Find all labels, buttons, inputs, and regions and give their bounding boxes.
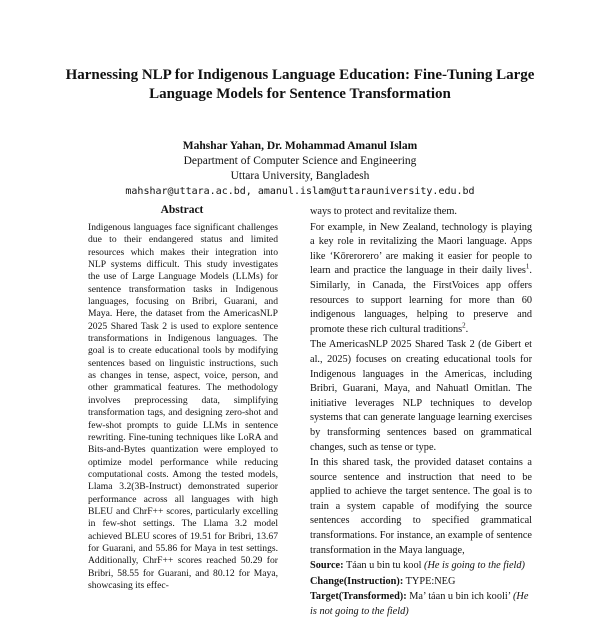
intro-column bbox=[310, 205, 532, 621]
source-gloss: (He is going to the field) bbox=[424, 560, 525, 572]
example-target bbox=[310, 590, 532, 619]
source-label: Source: bbox=[310, 560, 344, 572]
example-change bbox=[310, 575, 532, 590]
paper-title: Harnessing NLP for Indigenous Language Education: Fine-Tuning Large Language Models for Sentence Transformation bbox=[65, 67, 535, 102]
target-label: Target(Transformed): bbox=[310, 591, 407, 603]
target-gloss: (He is not going to the field) bbox=[310, 591, 529, 618]
target-sentence: Ma’ táan u bin ich kooli’ bbox=[409, 591, 511, 603]
author-emails: mahshar@uttara.ac.bd, amanul.islam@uttarauniversity.edu.bd bbox=[125, 186, 475, 197]
example-source bbox=[310, 559, 532, 574]
author-block bbox=[60, 139, 540, 199]
author-names: Mahshar Yahan, Dr. Mohammad Amanul Islam bbox=[182, 140, 418, 152]
footnote-mark-1[interactable]: 1 bbox=[525, 262, 530, 271]
affiliation: Department of Computer Science and Engineering bbox=[183, 155, 417, 167]
footnote-mark-2[interactable]: 2 bbox=[462, 321, 466, 330]
source-sentence: Táan u bin tu kool bbox=[345, 560, 422, 572]
change-instruction: TYPE:NEG bbox=[405, 575, 456, 587]
para2-end: . bbox=[465, 323, 469, 335]
para2-middle: . Similarly, in Canada, the FirstVoices app offers resources to support learning for more than 60 indigenous languages, helping to preserve and promote these rich cultural traditions bbox=[310, 265, 532, 335]
institution: Uttara University, Bangladesh bbox=[230, 170, 370, 182]
intro-paragraph-3: The AmericasNLP 2025 Shared Task 2 (de Gibert et al., 2025) focuses on creating educational tools for Indigenous languages in the Americas, including Bribri, Guarani, Maya, and Nahuatl Omitlan. The initiative leverages NLP techniques to develop systems that can generate language learning exercises by transforming sentences based on grammatical changes, such as tense or type. bbox=[310, 339, 532, 453]
change-label: Change(Instruction): bbox=[310, 575, 404, 587]
abstract-text: Indigenous languages face significant challenges due to their endangered status and limited resources which makes their integration into NLP systems difficult. This study investigates the use of Large Language Models (LLMs) for sentence transformation tasks in Indigenous languages, focusing on Bribri, Guarani, and Maya. Here, the dataset from the AmericasNLP 2025 Shared Task 2 is used to explore sentence transformations in Indigenous languages. The goal is to create educational tools by modifying sentences based on linguistic instructions, such as changes in tense, aspect, voice, person, and other grammatical features. The methodology involves preprocessing data, simplifying transformation tags, and designing zero-shot and few-shot prompts to guide LLMs in sentence rewriting. Fine-tuning techniques like LoRA and Bits-and-Bytes quantization were employed to optimize model performance while reducing computational costs. Among the tested models, Llama 3.2(3B-Instruct) demonstrated superior performance across all languages with high BLEU and ChrF++ scores, particularly excelling in few-shot settings. The Llama 3.2 model achieved BLEU scores of 19.51 for Bribri, 13.67 for Guarani, and 55.86 for Maya in test settings. Additionally, ChrF++ scores reached 50.29 for Bribri, 58.55 for Guarani, and 80.12 for Maya, showcasing its effec- bbox=[88, 222, 278, 591]
intro-paragraph-4: In this shared task, the provided dataset contains a source sentence and instruction that need to be applied to achieve the target sentence. The goal is to train a system capable of modifying the source sentences according to specified grammatical transformations. For instance, an example of sentence transformation in the Maya language, bbox=[310, 457, 532, 556]
intro-paragraph-2 bbox=[310, 221, 532, 338]
para2-text: For example, in New Zealand, technology is playing a key role in revitalizing the Maori language. Apps like ‘Kōrerorero’ are making it easier for people to learn and practice the language in their daily lives bbox=[310, 221, 532, 277]
intro-paragraph-1: ways to protect and revitalize them. bbox=[310, 206, 457, 217]
abstract-heading: Abstract bbox=[160, 204, 204, 216]
